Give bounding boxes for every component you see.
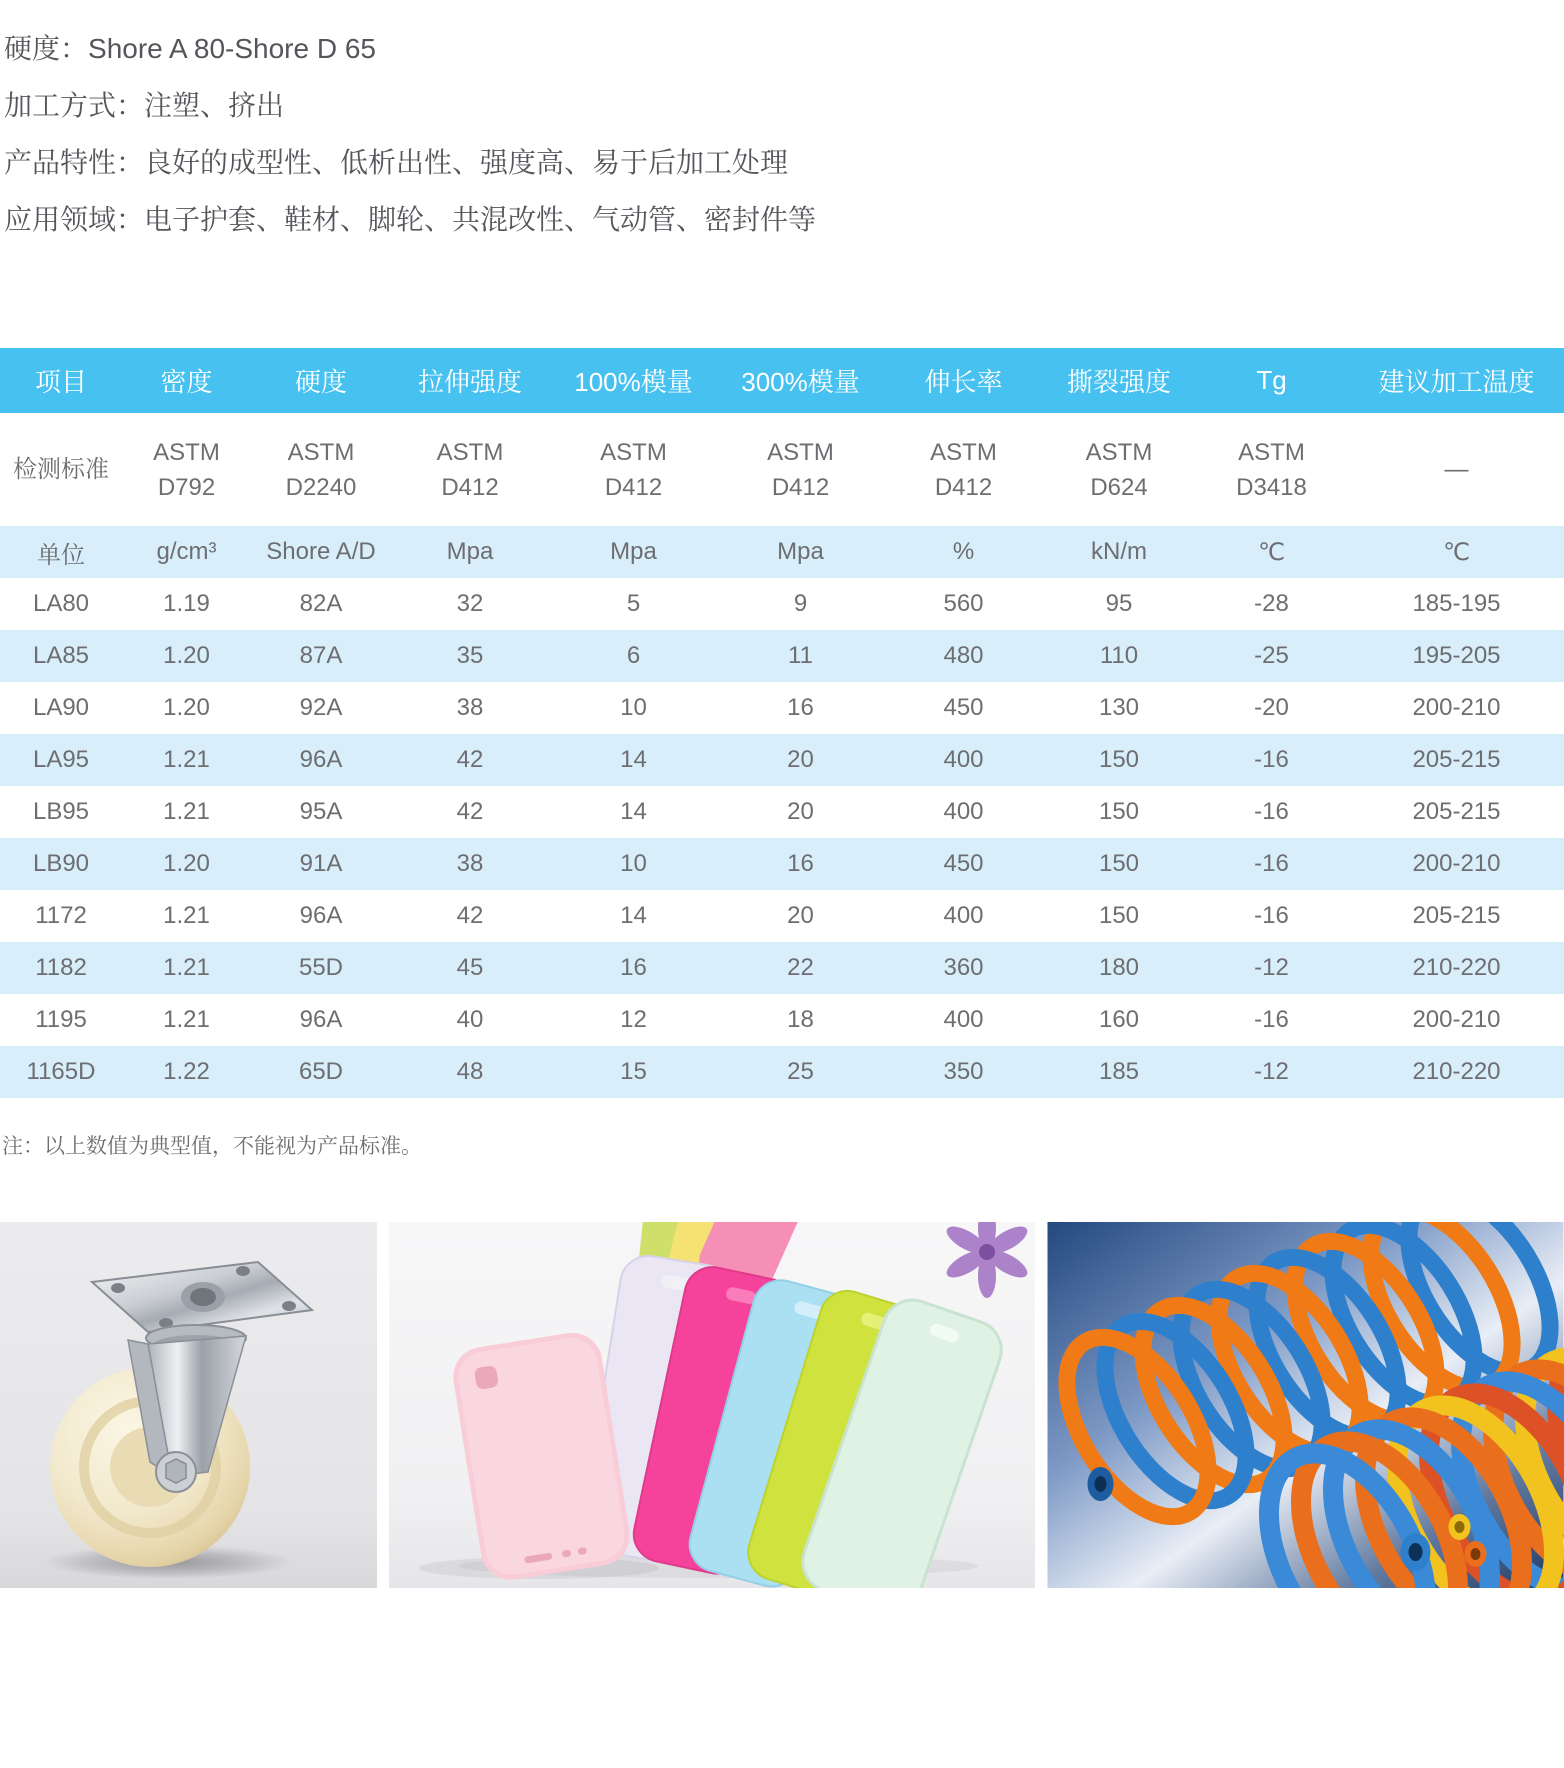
- table-cell: 42: [456, 798, 484, 825]
- row-label: LA95: [32, 746, 90, 773]
- table-header-row: [0, 348, 1564, 413]
- table-cell: 560: [943, 590, 984, 617]
- table-cell: 185: [1098, 1058, 1140, 1085]
- row-label: 检测标准: [13, 456, 109, 483]
- table-cell: 450: [943, 850, 984, 877]
- unit-cell: kN/m: [1091, 538, 1147, 565]
- table-cell: 42: [456, 746, 484, 773]
- table-cell: 1.21: [163, 1006, 210, 1033]
- table-cell: 48: [456, 1058, 484, 1085]
- column-header: 伸长率: [883, 348, 1044, 413]
- table-cell: 35: [456, 642, 484, 669]
- table-cell: 1.20: [163, 642, 210, 669]
- table-cell: 185-195: [1412, 590, 1501, 617]
- column-header: 100%模量: [549, 348, 718, 413]
- table-row: [0, 630, 1564, 682]
- table-cell: 11: [788, 642, 813, 669]
- spec-line-3: [4, 191, 1564, 248]
- standard-cell: ASTM D412: [436, 438, 504, 501]
- table-row: [0, 734, 1564, 786]
- table-cell: 32: [456, 590, 484, 617]
- table-cell: 1.22: [163, 1058, 210, 1085]
- table-cell: 16: [620, 954, 647, 981]
- table-cell: 14: [620, 746, 647, 773]
- standard-cell: ASTM D3418: [1236, 438, 1307, 501]
- table-cell: 10: [620, 850, 647, 877]
- table-cell: -16: [1254, 798, 1289, 825]
- table-cell: -16: [1254, 746, 1289, 773]
- table-cell: 1.20: [163, 694, 210, 721]
- row-label: 1195: [35, 1006, 87, 1033]
- spec-value: 电子护套、鞋材、脚轮、共混改性、气动管、密封件等: [144, 204, 817, 235]
- table-cell: 20: [787, 798, 814, 825]
- standard-cell: ASTM D412: [767, 438, 834, 501]
- table-cell: -20: [1254, 694, 1289, 721]
- row-label: 1165D: [26, 1058, 96, 1085]
- spec-value: 良好的成型性、低析出性、强度高、易于后加工处理: [144, 147, 789, 178]
- table-cell: 65D: [298, 1058, 344, 1085]
- table-cell: 40: [456, 1006, 484, 1033]
- standard-cell: ASTM D412: [930, 438, 997, 501]
- spec-label: 应用领域：: [4, 204, 145, 235]
- table-row: [0, 578, 1564, 630]
- standard-cell: ASTM D792: [153, 438, 220, 501]
- row-label: 1172: [35, 902, 87, 929]
- column-header: 拉伸强度: [391, 348, 549, 413]
- table-cell: -25: [1254, 642, 1289, 669]
- table-cell: 150: [1098, 850, 1140, 877]
- table-cell: 1.21: [163, 746, 210, 773]
- table-cell: 10: [620, 694, 647, 721]
- phone-cases-photo: [389, 1222, 1035, 1588]
- table-cell: -16: [1254, 902, 1289, 929]
- table-cell: 350: [943, 1058, 984, 1085]
- unit-cell: ℃: [1443, 538, 1470, 566]
- table-cell: 14: [620, 902, 647, 929]
- column-header: 300%模量: [718, 348, 883, 413]
- row-label: LB90: [32, 850, 90, 877]
- table-cell: 160: [1098, 1006, 1140, 1033]
- table-cell: 150: [1098, 746, 1140, 773]
- table-cell: 82A: [299, 590, 343, 617]
- unit-cell: Mpa: [446, 538, 494, 565]
- table-cell: 400: [943, 902, 984, 929]
- table-row: [0, 1046, 1564, 1098]
- caster-wheel-illustration: [0, 1222, 377, 1588]
- table-cell: 150: [1098, 798, 1140, 825]
- table-cell: 200-210: [1412, 850, 1501, 877]
- table-cell: 1.20: [163, 850, 210, 877]
- table-cell: 400: [943, 798, 984, 825]
- spiral-tubes-photo: [1047, 1222, 1564, 1588]
- table-cell: 400: [943, 746, 984, 773]
- unit-row: [0, 526, 1564, 578]
- product-photos: [0, 1222, 1564, 1588]
- table-cell: 96A: [299, 746, 343, 773]
- table-cell: 200-210: [1412, 694, 1501, 721]
- column-header: Tg: [1194, 348, 1349, 413]
- table-cell: 210-220: [1412, 954, 1501, 981]
- table-cell: -12: [1254, 1058, 1289, 1085]
- table-cell: 210-220: [1412, 1058, 1501, 1085]
- standard-cell: —: [1444, 456, 1469, 483]
- unit-cell: Mpa: [777, 538, 824, 565]
- row-label: 1182: [35, 954, 87, 981]
- table-cell: 110: [1099, 642, 1139, 669]
- table-cell: 16: [787, 694, 814, 721]
- properties-table: [0, 348, 1564, 1098]
- table-row: [0, 890, 1564, 942]
- table-cell: 400: [943, 1006, 984, 1033]
- table-cell: 25: [787, 1058, 814, 1085]
- table-cell: -16: [1254, 1006, 1289, 1033]
- table-note: 注：以上数值为典型值，不能视为产品标准。: [2, 1135, 422, 1158]
- table-cell: 205-215: [1412, 746, 1501, 773]
- table-cell: 9: [793, 590, 808, 617]
- table-cell: 95: [1105, 590, 1133, 617]
- table-cell: 42: [456, 902, 484, 929]
- table-cell: 96A: [299, 1006, 343, 1033]
- column-header: 项目: [0, 348, 122, 413]
- standard-row: [0, 413, 1564, 526]
- spec-line-1: [4, 77, 1564, 134]
- table-cell: 450: [943, 694, 984, 721]
- table-cell: 45: [456, 954, 484, 981]
- table-cell: 16: [787, 850, 814, 877]
- table-cell: 480: [943, 642, 984, 669]
- table-cell: 20: [787, 746, 814, 773]
- table-cell: 1.21: [163, 954, 210, 981]
- row-label: LA90: [32, 694, 90, 721]
- standard-cell: ASTM D412: [600, 438, 667, 501]
- table-cell: 180: [1098, 954, 1140, 981]
- unit-cell: ℃: [1258, 538, 1285, 566]
- spec-label: 加工方式：: [4, 90, 145, 121]
- table-cell: 22: [787, 954, 814, 981]
- column-header: 撕裂强度: [1044, 348, 1194, 413]
- table-cell: 12: [620, 1006, 647, 1033]
- table-cell: 87A: [299, 642, 343, 669]
- table-cell: 96A: [299, 902, 343, 929]
- table-cell: 15: [620, 1058, 647, 1085]
- table-cell: 205-215: [1412, 798, 1501, 825]
- row-label: LA80: [32, 590, 90, 617]
- table-cell: 205-215: [1412, 902, 1501, 929]
- table-cell: 38: [456, 694, 484, 721]
- spec-line-0: [4, 20, 1564, 77]
- table-cell: 5: [626, 590, 641, 617]
- table-row: [0, 942, 1564, 994]
- table-cell: 200-210: [1412, 1006, 1501, 1033]
- unit-cell: Mpa: [610, 538, 657, 565]
- unit-cell: Shore A/D: [266, 538, 376, 565]
- table-cell: 6: [626, 642, 641, 669]
- table-row: [0, 994, 1564, 1046]
- row-label: LA85: [32, 642, 90, 669]
- table-row: [0, 682, 1564, 734]
- caster-wheel-photo: [0, 1222, 377, 1588]
- table-cell: 130: [1098, 694, 1140, 721]
- row-label: LB95: [32, 798, 90, 825]
- spiral-tubes-illustration: [1047, 1222, 1564, 1588]
- spec-label: 硬度：: [4, 33, 89, 64]
- table-cell: 91A: [299, 850, 343, 877]
- column-header: 建议加工温度: [1349, 348, 1564, 413]
- table-row: [0, 838, 1564, 890]
- column-header: 密度: [122, 348, 251, 413]
- table-cell: 150: [1098, 902, 1140, 929]
- table-cell: 1.19: [163, 590, 210, 617]
- spec-line-2: [4, 134, 1564, 191]
- spec-label: 产品特性：: [4, 147, 145, 178]
- table-cell: 1.21: [163, 798, 210, 825]
- table-cell: 92A: [299, 694, 343, 721]
- spec-value: 注塑、挤出: [144, 90, 285, 121]
- table-cell: -12: [1254, 954, 1289, 981]
- spec-value: Shore A 80-Shore D 65: [88, 33, 376, 64]
- table-cell: 1.21: [163, 902, 210, 929]
- table-cell: 360: [943, 954, 984, 981]
- spec-lines: [0, 0, 1564, 248]
- table-cell: 95A: [299, 798, 343, 825]
- table-cell: 18: [787, 1006, 814, 1033]
- standard-cell: ASTM D2240: [285, 438, 357, 501]
- phone-cases-illustration: [389, 1222, 1035, 1588]
- table-cell: -28: [1254, 590, 1289, 617]
- table-cell: 20: [787, 902, 814, 929]
- unit-cell: %: [952, 538, 975, 565]
- table-row: [0, 786, 1564, 838]
- table-cell: 14: [620, 798, 647, 825]
- column-header: 硬度: [251, 348, 391, 413]
- table-cell: 38: [456, 850, 484, 877]
- standard-cell: ASTM D624: [1085, 438, 1153, 501]
- row-label: 单位: [37, 541, 85, 569]
- table-cell: -16: [1254, 850, 1289, 877]
- table-cell: 195-205: [1412, 642, 1501, 669]
- table-cell: 55D: [298, 954, 344, 981]
- unit-cell: g/cm³: [156, 538, 217, 565]
